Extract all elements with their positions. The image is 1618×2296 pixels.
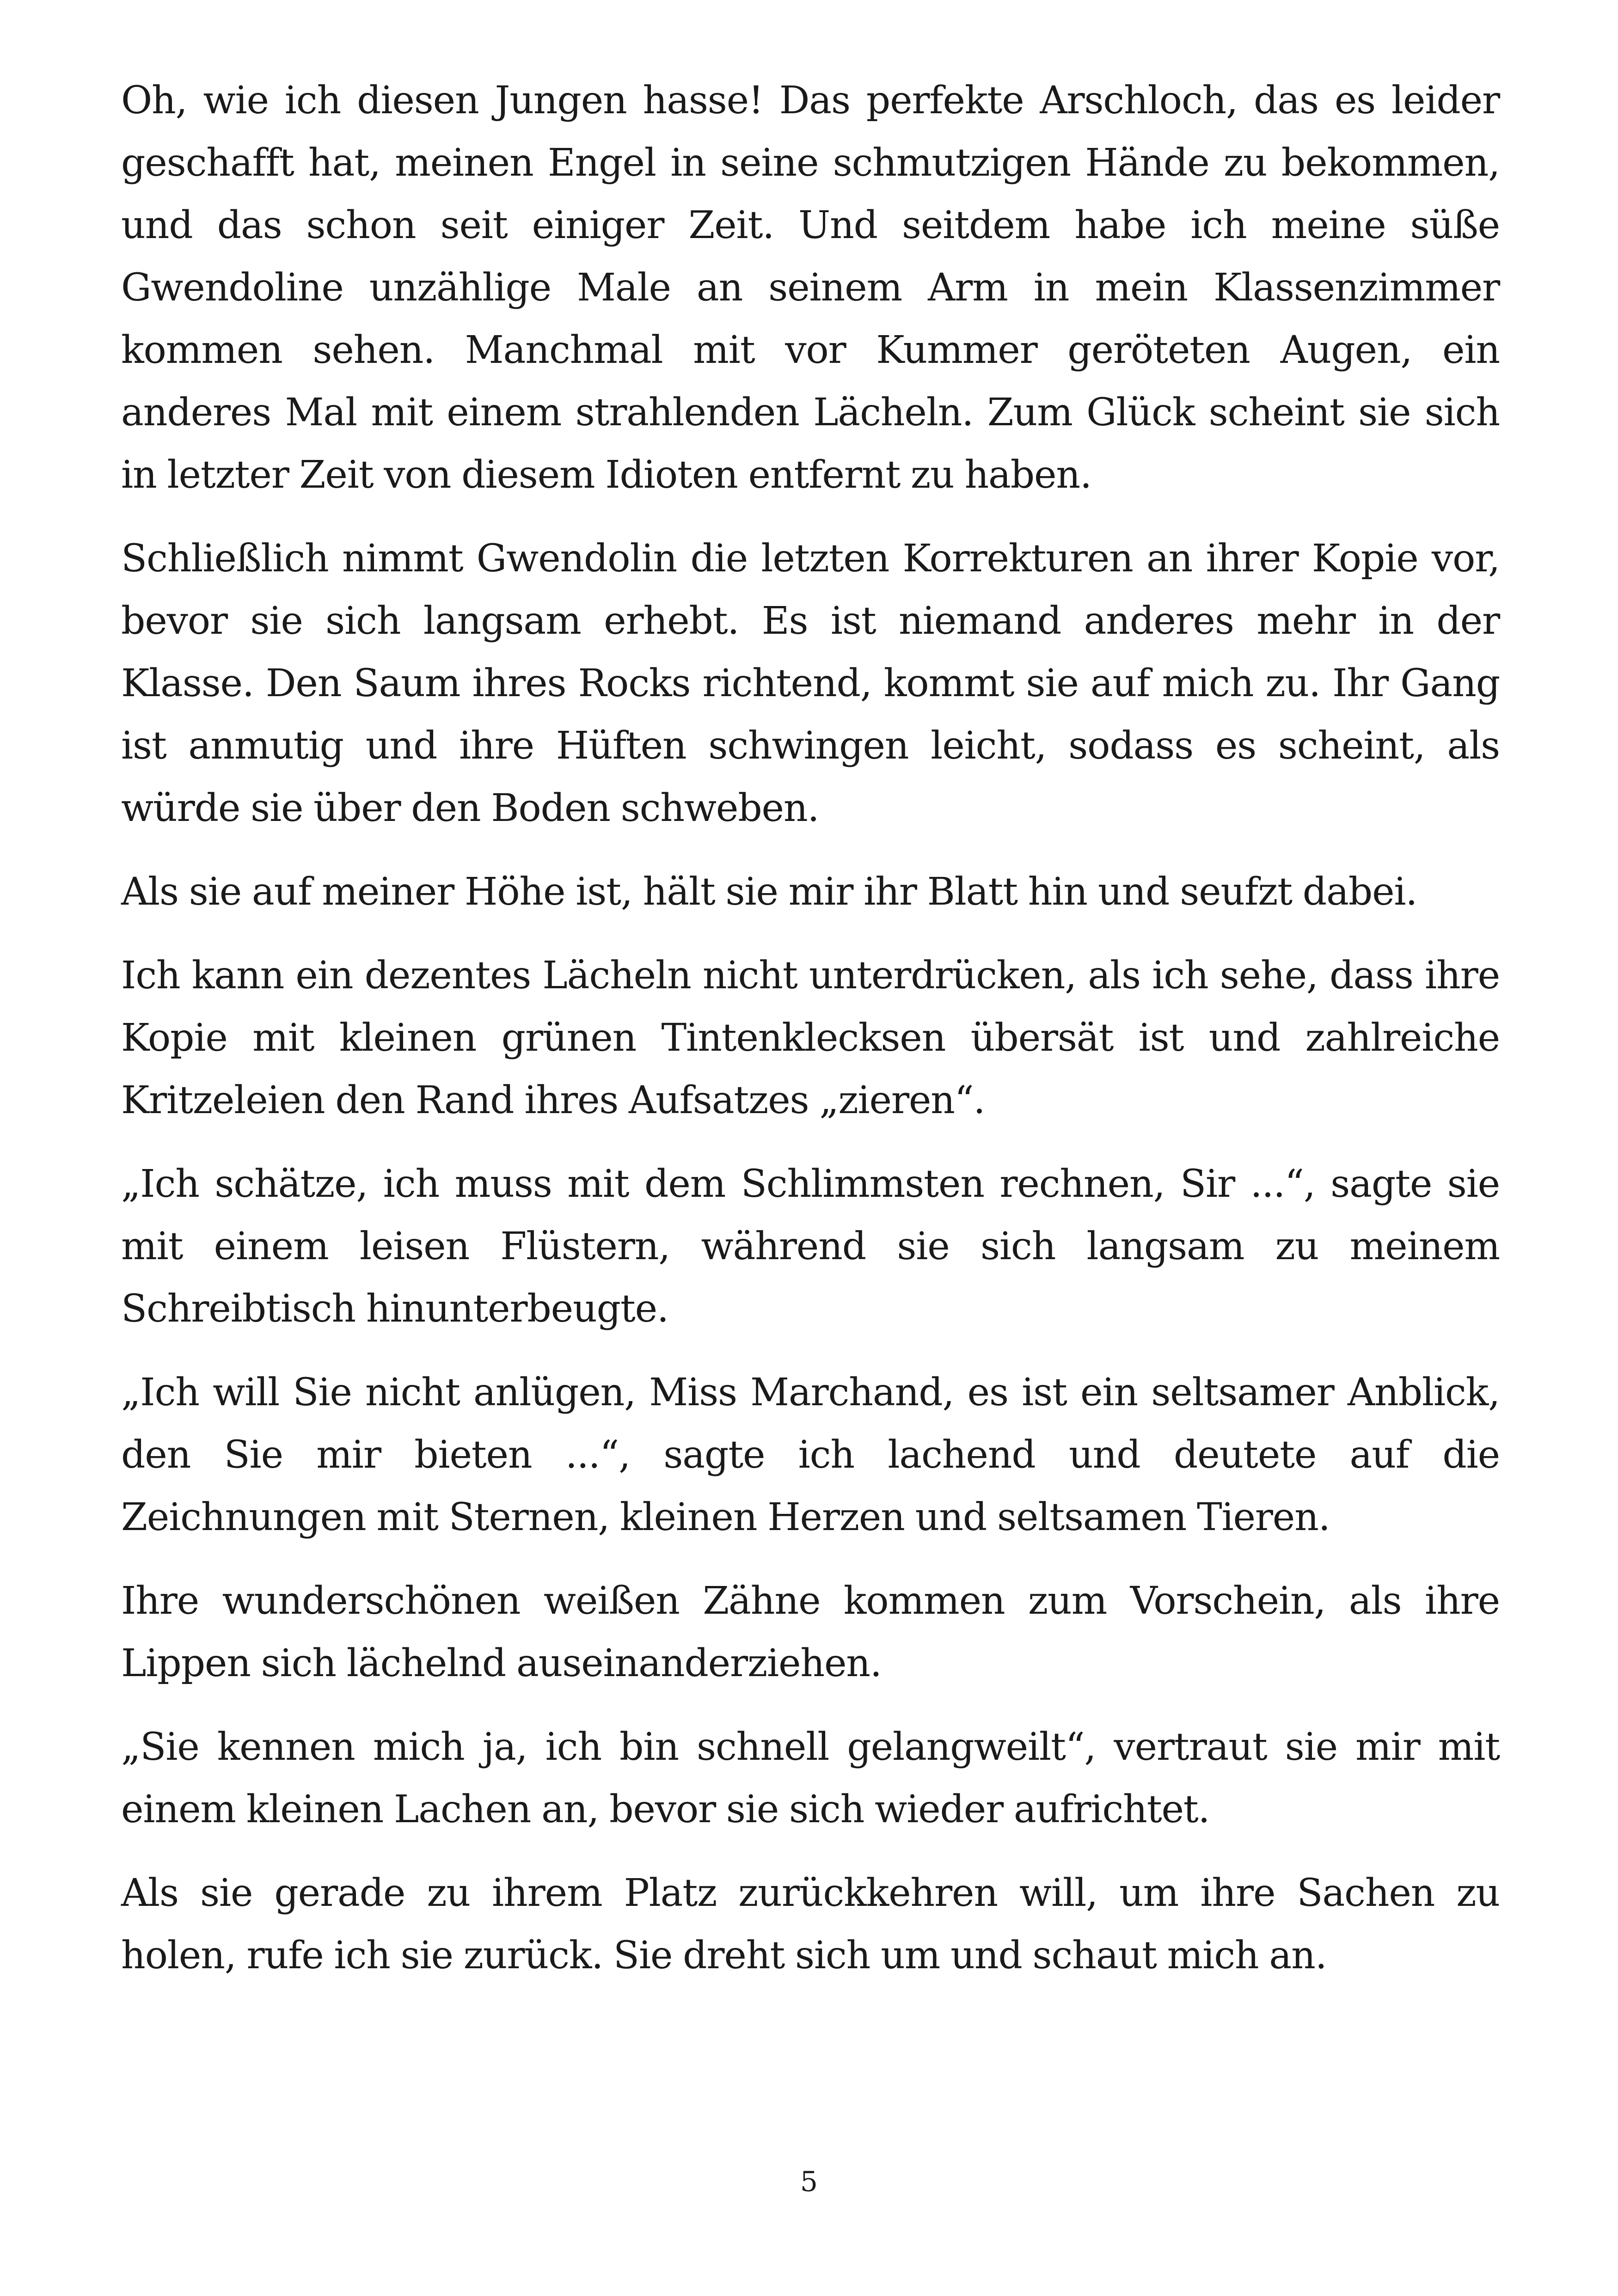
page-number: 5 (800, 2166, 818, 2198)
body-text (121, 69, 1500, 2008)
paragraph-6: „Ich will Sie nicht anlügen, Miss Marchand, es ist ein seltsamer Anblick, den Sie mir bieten ...“, sagte ich lachend und deutete auf die Zeichnungen mit Sternen, kleinen Herzen und seltsamen Tieren. (121, 1371, 1500, 1539)
paragraph-1: Oh, wie ich diesen Jungen hasse! Das perfekte Arschloch, das es leider geschafft hat, meinen Engel in seine schmutzigen Hände zu bekommen, und das schon seit einiger Zeit. Und seitdem habe ich meine süße Gwendoline unzählige Male an seinem Arm in mein Klassenzimmer kommen sehen. Manchmal mit vor Kummer geröteten Augen, ein anderes Mal mit einem strahlenden Lächeln. Zum Glück scheint sie sich in letzter Zeit von diesem Idioten entfernt zu haben. (121, 79, 1500, 497)
paragraph-2: Schließlich nimmt Gwendolin die letzten Korrekturen an ihrer Kopie vor, bevor sie sich langsam erhebt. Es ist niemand anderes mehr in der Klasse. Den Saum ihres Rocks richtend, kommt sie auf mich zu. Ihr Gang ist anmutig und ihre Hüften schwingen leicht, sodass es scheint, als würde sie über den Boden schweben. (121, 537, 1500, 830)
paragraph-3: Als sie auf meiner Höhe ist, hält sie mir ihr Blatt hin und seufzt dabei. (121, 870, 1417, 914)
paragraph-4: Ich kann ein dezentes Lächeln nicht unterdrücken, als ich sehe, dass ihre Kopie mit kleinen grünen Tintenklecksen übersät ist und zahlreiche Kritzeleien den Rand ihres Aufsatzes „zieren“. (121, 954, 1500, 1122)
paragraph-5: „Ich schätze, ich muss mit dem Schlimmsten rechnen, Sir ...“, sagte sie mit einem leisen Flüstern, während sie sich langsam zu meinem Schreibtisch hinunterbeugte. (121, 1162, 1500, 1331)
paragraph-9: Als sie gerade zu ihrem Platz zurückkehren will, um ihre Sachen zu holen, rufe ich sie zurück. Sie dreht sich um und schaut mich an. (121, 1871, 1500, 1978)
paragraph-7: Ihre wunderschönen weißen Zähne kommen zum Vorschein, als ihre Lippen sich lächelnd auseinanderziehen. (121, 1579, 1500, 1685)
paragraph-8: „Sie kennen mich ja, ich bin schnell gelangweilt“, vertraut sie mir mit einem kleinen Lachen an, bevor sie sich wieder aufrichtet. (121, 1725, 1500, 1831)
